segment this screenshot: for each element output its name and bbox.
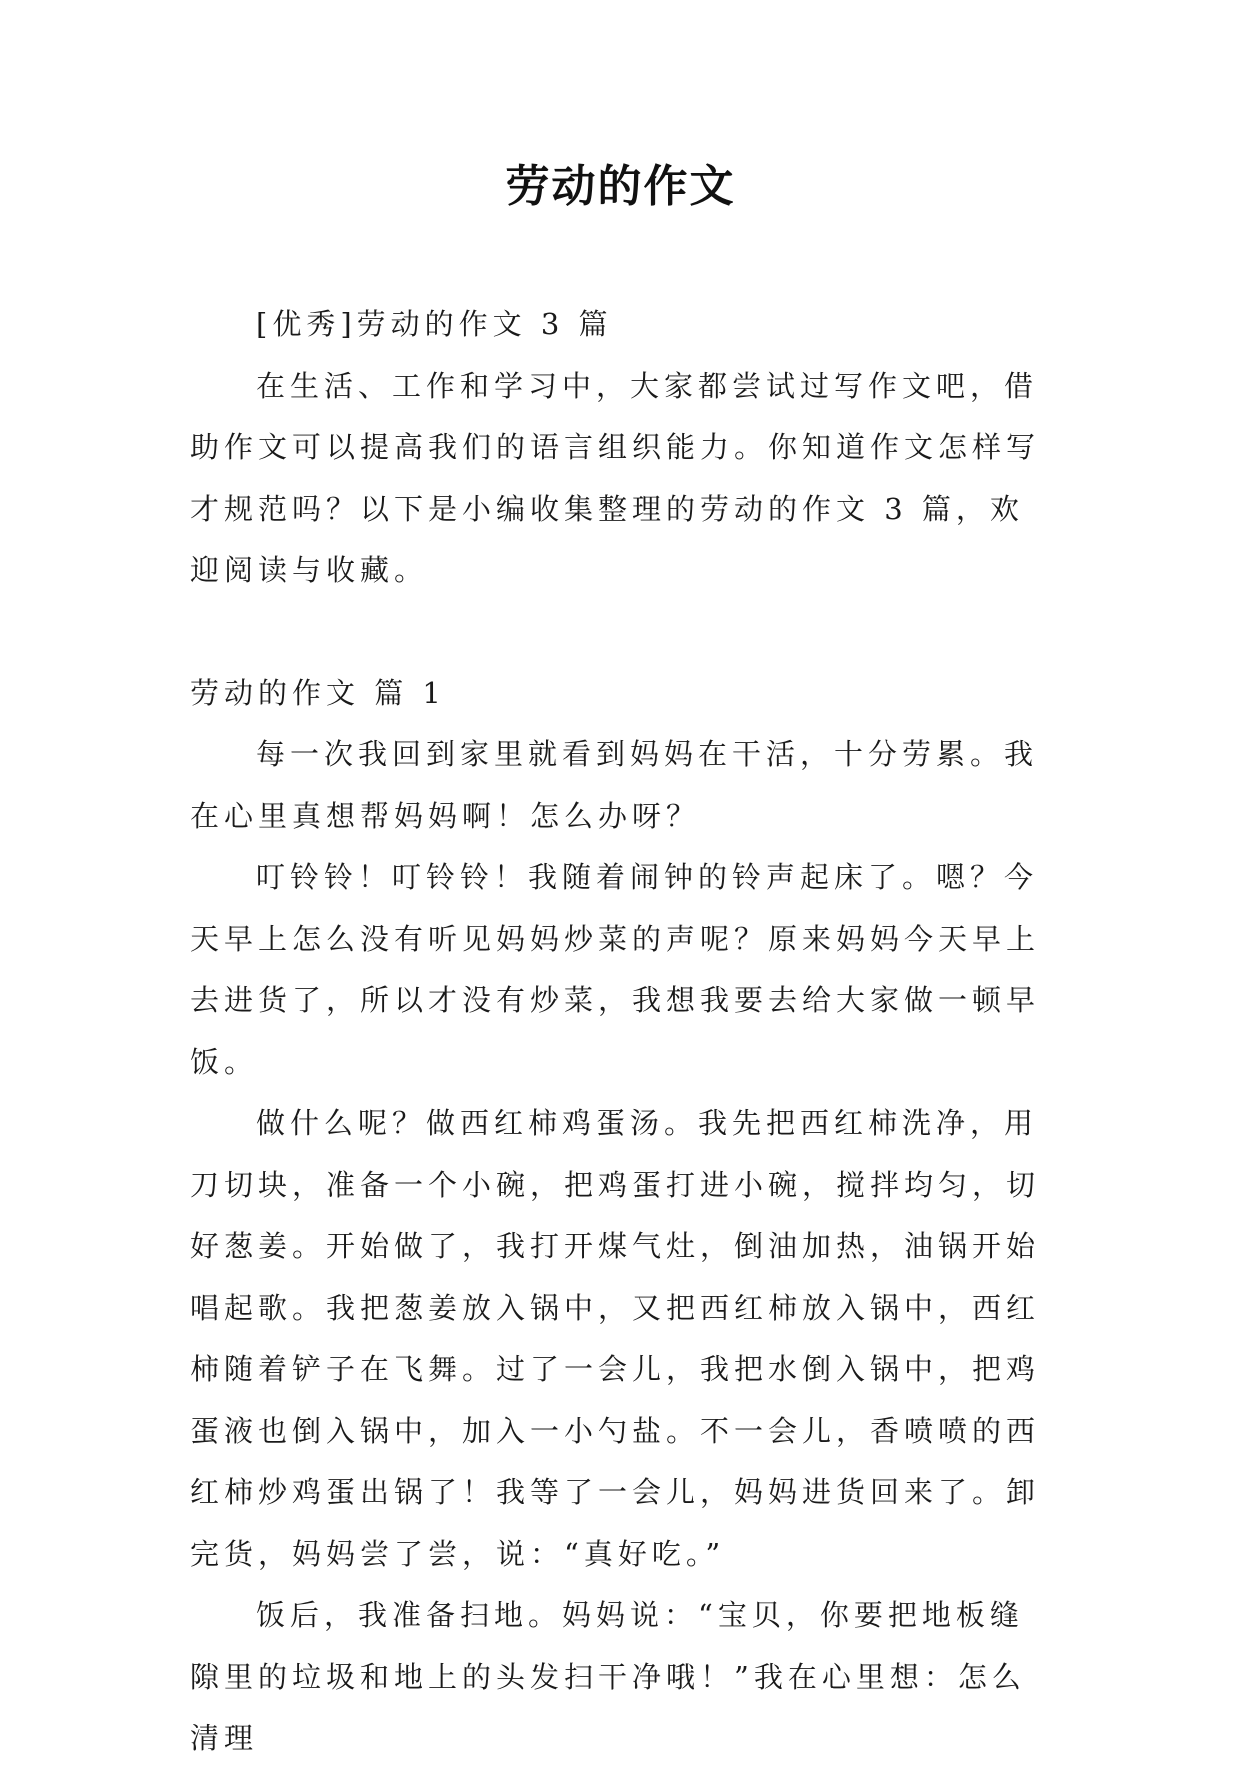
body-paragraph: 做什么呢？做西红柿鸡蛋汤。我先把西红柿洗净，用刀切块，准备一个小碗，把鸡蛋打进小碗，搅拌均匀，切好葱姜。开始做了，我打开煤气灶，倒油加热，油锅开始唱起歌。我把葱姜放入锅中，又把西红柿放入锅中，西红柿随着铲子在飞舞。过了一会儿，我把水倒入锅中，把鸡蛋液也倒入锅中，加入一小勺盐。不一会儿，香喷喷的西红柿炒鸡蛋出锅了！我等了一会儿，妈妈进货回来了。卸完货，妈妈尝了尝，说：“真好吃。” xyxy=(190,1106,1041,1571)
subtitle-paragraph: [优秀]劳动的作文 3 篇 xyxy=(256,307,613,341)
intro-paragraph: 在生活、工作和学习中，大家都尝试过写作文吧，借助作文可以提高我们的语言组织能力。你知道作文怎样写才规范吗？以下是小编收集整理的劳动的作文 3 篇，欢迎阅读与收藏。 xyxy=(190,368,1041,587)
body-paragraph: 饭后，我准备扫地。妈妈说：“宝贝，你要把地板缝隙里的垃圾和地上的头发扫干净哦！”我在心里想：怎么清理 xyxy=(190,1598,1026,1755)
section-gap xyxy=(190,602,1050,663)
body-paragraph: 叮铃铃！叮铃铃！我随着闹钟的铃声起床了。嗯？今天早上怎么没有听见妈妈炒菜的声呢？原来妈妈今天早上去进货了，所以才没有炒菜，我想我要去给大家做一顿早饭。 xyxy=(190,860,1041,1079)
document-title: 劳动的作文 xyxy=(505,161,736,212)
document-body xyxy=(190,294,1050,1770)
section-heading: 劳动的作文 篇 1 xyxy=(190,675,446,710)
body-paragraph: 每一次我回到家里就看到妈妈在干活，十分劳累。我在心里真想帮妈妈啊！怎么办呀？ xyxy=(190,737,1039,833)
